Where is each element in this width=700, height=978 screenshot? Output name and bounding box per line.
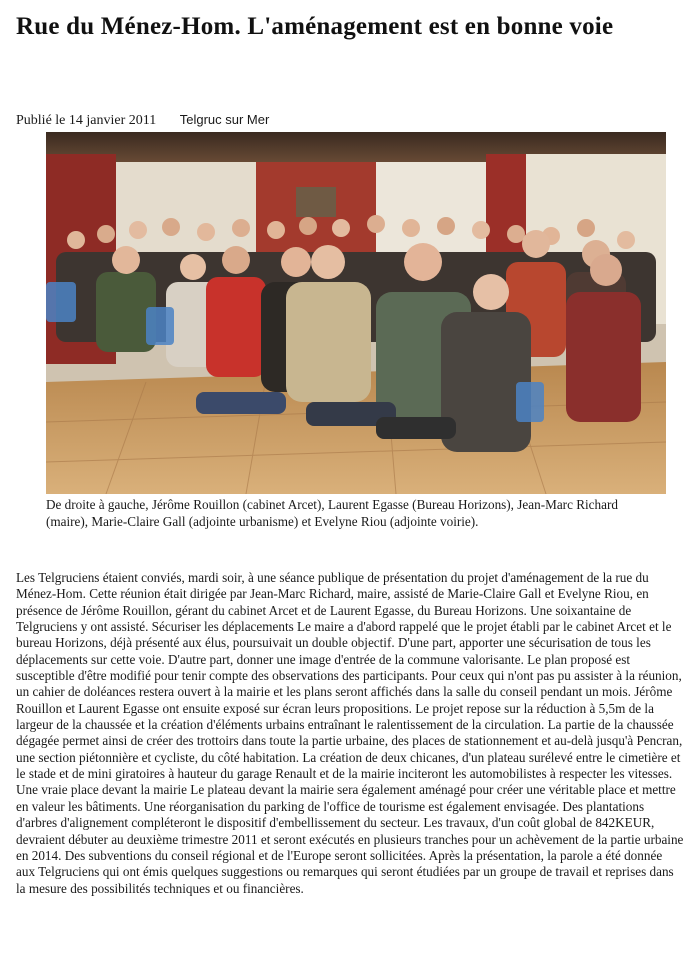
article-location: Telgruc sur Mer [179, 112, 270, 127]
meeting-photo [46, 132, 666, 494]
publication-date: Publié le 14 janvier 2011 [16, 113, 157, 128]
article-body: Les Telgruciens étaient conviés, mardi soir, à une séance publique de présentation du projet d'aménagement de la rue du Ménez-Hom. Cette réunion était dirigée par Jean-Marc Richard, maire, assisté de Marie-Claire Gall et Evelyne Riou, en présence de Jérôme Rouillon, gérant du cabinet Arcet et de Laurent Egasse, du Bureau Horizons. Une soixantaine de Telgruciens y ont assisté. Sécuriser les déplacements Le maire a d'abord rappelé que le projet établi par le cabinet Arcet et le bureau Horizons, déjà présenté aux élus, poursuivait un double objectif. D'une part, apporter une sécurisation de tous les déplacements sur cette voie. D'autre part, donner une image d'entrée de la commune valorisante. Le plan proposé est susceptible d'être modifié pour tenir compte des observations des participants. Pour ceux qui n'ont pas pu assister à la réunion, un cahier de doléances restera ouvert à la mairie et les plans seront affichés dans la salle du conseil pendant un mois. Jérôme Rouillon et Laurent Egasse ont ensuite exposé sur écran leurs propositions. Le projet repose sur la réduction à 5,5m de la largeur de la chaussée et la création d'éléments urbains entraînant le ralentissement de la circulation. La partie de la chaussée dégagée permet ainsi de créer des trottoirs dans toute la partie urbaine, des places de stationnement et au-delà jusqu'à Pencran, une section piétonnière et cycliste, du côté habitation. La création de deux chicanes, d'un plateau surélevé entre le cimetière et le stade et de mini giratoires à hauteur du garage Renault et de la mairie inciteront les automobilistes à respecter les vitesses. Une vraie place devant la mairie Le plateau devant la mairie sera également aménagé pour créer une véritable place et mettre en valeur les bâtiments. Une réorganisation du parking de l'office de tourisme est également envisagée. Des plantations d'arbres d'alignement compléteront le dispositif d'embellissement du secteur. Les travaux, d'un coût global de 842KEUR, devraient débuter au deuxième trimestre 2011 et seront exécutés en plusieurs tranches pour un achèvement de la partie urbaine en 2014. Des subventions du conseil régional et de l'Europe seront sollicitées. Après la présentation, la parole a été donnée aux Telgruciens qui ont émis quelques suggestions ou remarques qui seront étudiées par un groupe de travail et reprises dans la mesure des possibilités techniques et ou financières. [16, 570, 684, 896]
photo-caption: De droite à gauche, Jérôme Rouillon (cabinet Arcet), Laurent Egasse (Bureau Horizons), Jean-Marc Richard (maire), Marie-Claire Gall (adjointe urbanisme) et Evelyne Riou (adjointe voirie). [46, 497, 618, 529]
article-meta [16, 112, 269, 129]
article-headline: Rue du Ménez-Hom. L'aménagement est en bonne voie [16, 13, 614, 40]
